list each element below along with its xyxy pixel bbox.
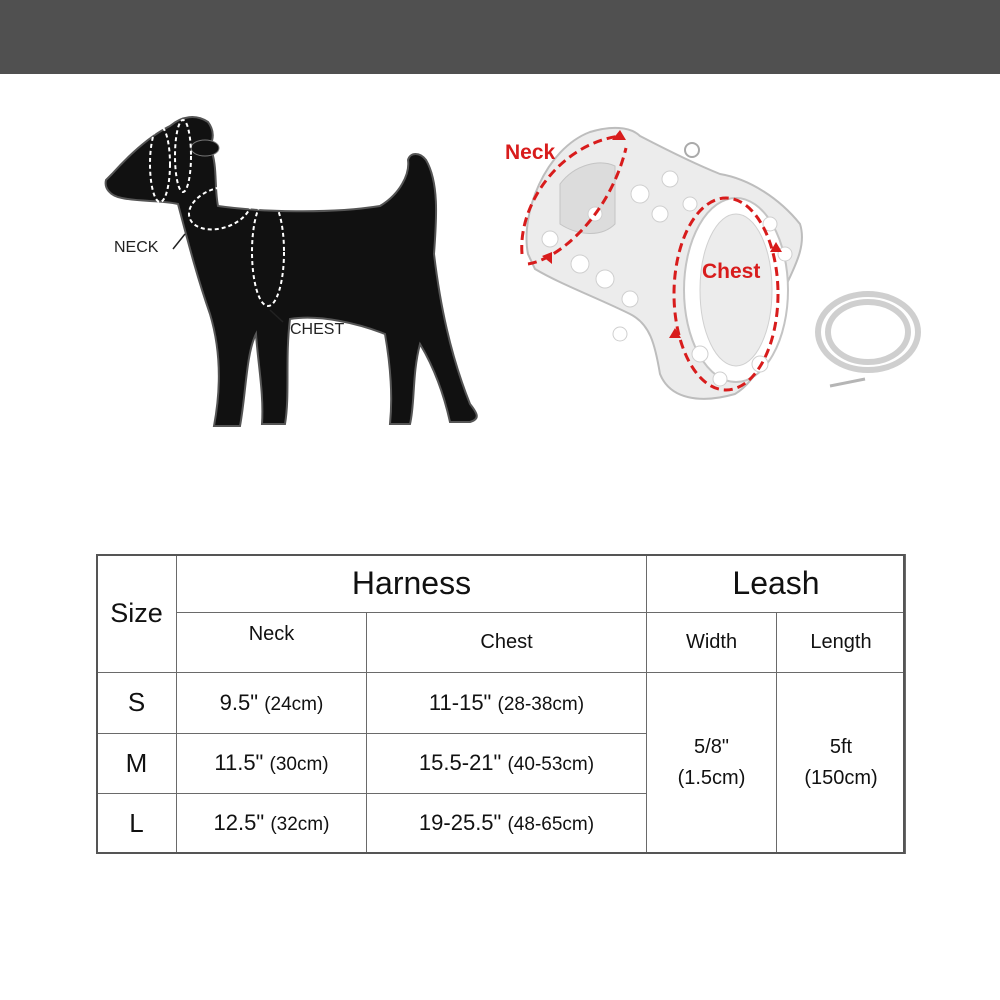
chest-cm: (48-65cm) [507, 814, 595, 836]
size-chart-table [96, 554, 906, 854]
leash-width-cm: (1.5cm) [677, 767, 746, 790]
neck-inches: 9.5" [219, 689, 259, 715]
illustration-area [0, 74, 1000, 494]
harness-header: Harness [177, 555, 647, 613]
size-header: Size [97, 555, 177, 673]
harness-image [527, 128, 802, 399]
leash-width-inches: 5/8" [694, 736, 729, 759]
chest-cm: (40-53cm) [507, 754, 595, 776]
neck-cell [177, 733, 367, 793]
leash-length-ft: 5ft [829, 736, 853, 759]
neck-inches: 11.5" [214, 750, 264, 776]
chest-cm: (28-38cm) [497, 693, 585, 715]
leash-length-cell [777, 673, 906, 854]
harness-chest-label: Chest [702, 260, 761, 283]
size-cell: M [97, 733, 177, 793]
top-banner [0, 0, 1000, 74]
leash-image [818, 294, 918, 386]
leash-header: Leash [647, 555, 906, 613]
chest-cell [367, 673, 647, 733]
neck-cm: (24cm) [264, 693, 324, 715]
chest-inches: 15.5-21" [418, 750, 502, 776]
size-cell: L [97, 793, 177, 853]
neck-cm: (32cm) [270, 814, 330, 836]
harness-neck-col-header: Neck [177, 613, 367, 673]
leash-width-cell [647, 673, 777, 854]
neck-inches: 12.5" [213, 810, 265, 836]
chest-cell [367, 793, 647, 853]
chest-inches: 19-25.5" [418, 810, 502, 836]
dog-neck-label: NECK [114, 239, 159, 256]
leash-width-col-header: Width [647, 613, 777, 673]
harness-chest-col-header: Chest [367, 613, 647, 673]
leash-length-cm: (150cm) [804, 767, 878, 790]
leash-length-col-header: Length [777, 613, 906, 673]
neck-pointer-arrow [173, 234, 185, 249]
measurement-illustration [0, 74, 1000, 494]
neck-cell [177, 673, 367, 733]
neck-cell [177, 793, 367, 853]
neck-cm: (30cm) [269, 754, 329, 776]
table-row [97, 673, 906, 733]
dog-chest-label: CHEST [290, 321, 345, 338]
dog-silhouette [106, 117, 477, 426]
chest-inches: 11-15" [428, 689, 492, 715]
chest-cell [367, 733, 647, 793]
size-cell: S [97, 673, 177, 733]
harness-neck-label: Neck [505, 141, 556, 164]
